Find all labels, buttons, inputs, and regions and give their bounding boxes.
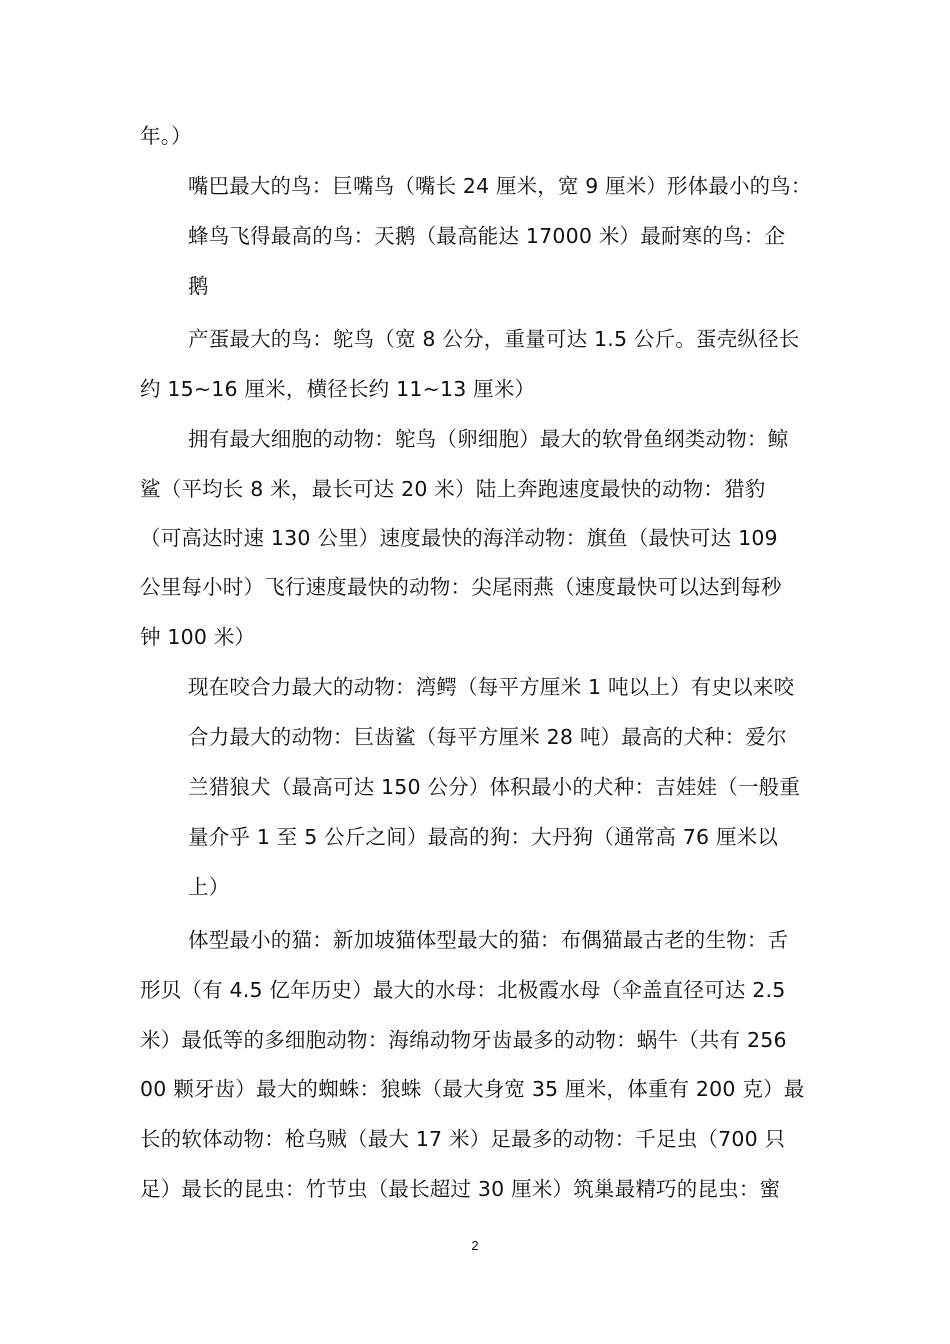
text-line: 体型最小的猫：新加坡猫体型最大的猫：布偶猫最古老的生物：舌 [188, 928, 789, 952]
text-line: 量介乎 1 至 5 公斤之间）最高的狗：大丹狗（通常高 76 厘米以 [188, 825, 779, 849]
text-line: 兰猎狼犬（最高可达 150 公分）体积最小的犬种：吉娃娃（一般重 [188, 775, 801, 799]
text-line: （可高达时速 130 公里）速度最快的海洋动物：旗鱼（最快可达 109 [140, 526, 778, 550]
text-line: 长的软体动物：枪乌贼（最大 17 米）足最多的动物：千足虫（700 只 [140, 1127, 786, 1151]
text-line: 米）最低等的多细胞动物：海绵动物牙齿最多的动物：蜗牛（共有 256 [140, 1028, 787, 1052]
text-line: 鲨（平均长 8 米，最长可达 20 米）陆上奔跑速度最快的动物：猎豹 [140, 477, 766, 501]
text-line: 年。） [140, 124, 192, 148]
text-line: 足）最长的昆虫：竹节虫（最长超过 30 厘米）筑巢最精巧的昆虫：蜜 [140, 1177, 781, 1201]
text-line: 产蛋最大的鸟：鸵鸟（宽 8 公分，重量可达 1.5 公斤。蛋壳纵径长 [188, 327, 800, 351]
text-line: 公里每小时）飞行速度最快的动物：尖尾雨燕（速度最快可以达到每秒 [140, 575, 782, 599]
text-line: 钟 100 米） [140, 625, 256, 649]
text-line: 合力最大的动物：巨齿鲨（每平方厘米 28 吨）最高的犬种：爱尔 [188, 725, 787, 749]
text-line: 鹅 [188, 274, 209, 298]
text-line: 拥有最大细胞的动物：鸵鸟（卵细胞）最大的软骨鱼纲类动物：鲸 [188, 427, 789, 451]
text-line: 嘴巴最大的鸟：巨嘴鸟（嘴长 24 厘米，宽 9 厘米）形体最小的鸟： [188, 174, 812, 198]
text-line: 形贝（有 4.5 亿年历史）最大的水母：北极霞水母（伞盖直径可达 2.5 [140, 978, 786, 1002]
text-line: 约 15~16 厘米，横径长约 11~13 厘米） [140, 377, 536, 401]
text-line: 上） [188, 875, 230, 899]
text-line: 现在咬合力最大的动物：湾鳄（每平方厘米 1 吨以上）有史以来咬 [188, 675, 795, 699]
text-line: 蜂鸟飞得最高的鸟：天鹅（最高能达 17000 米）最耐寒的鸟：企 [188, 224, 786, 248]
page-number: 2 [471, 1238, 479, 1253]
text-line: 00 颗牙齿）最大的蜘蛛：狼蛛（最大身宽 35 厘米，体重有 200 克）最 [140, 1077, 805, 1101]
